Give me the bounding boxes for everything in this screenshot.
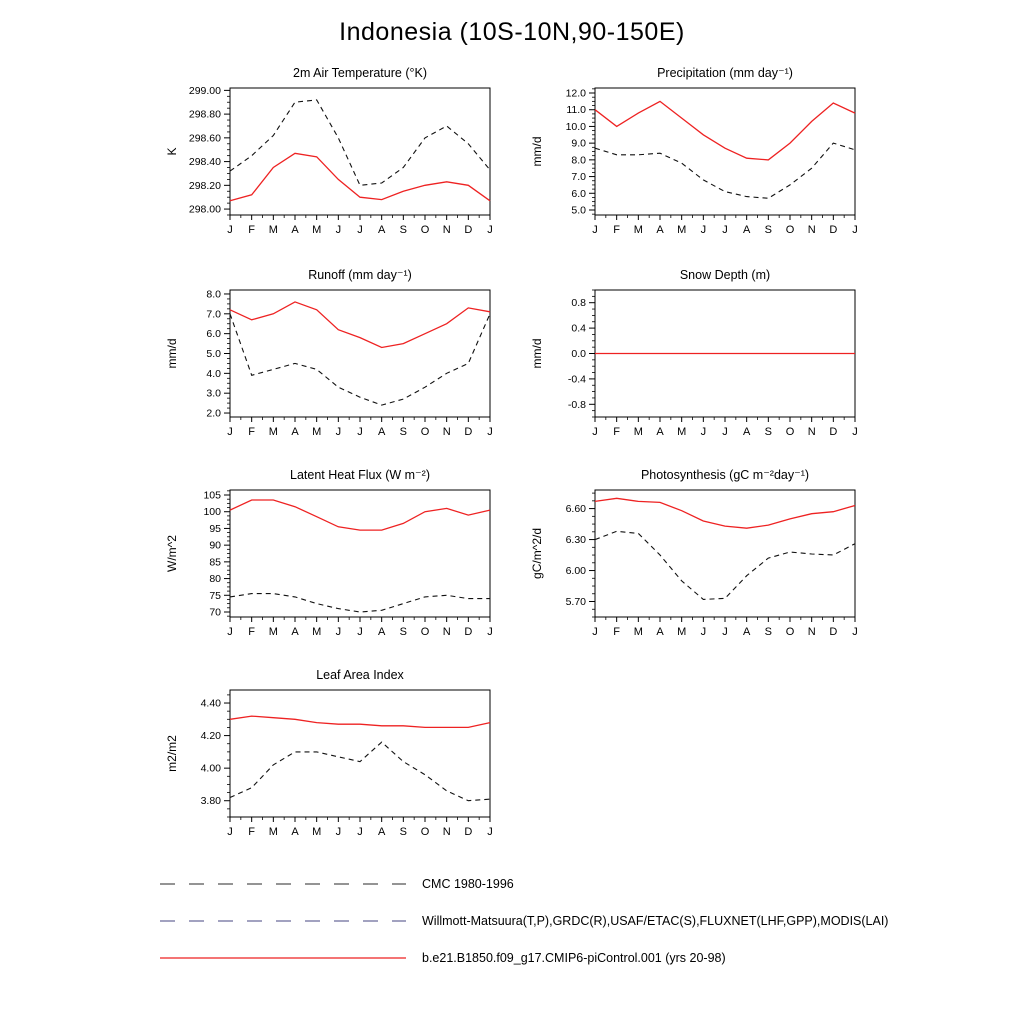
- x-tick-label: O: [785, 626, 795, 638]
- x-tick-label: J: [335, 626, 342, 638]
- x-tick-label: M: [312, 626, 322, 638]
- x-tick-label: J: [487, 224, 493, 236]
- plot-frame: [595, 88, 855, 215]
- x-tick-label: D: [464, 224, 473, 236]
- y-tick-label: 3.80: [200, 795, 221, 808]
- x-tick-label: A: [291, 826, 299, 838]
- series-line-obs: [595, 531, 855, 599]
- x-tick-label: M: [633, 426, 643, 438]
- x-tick-label: M: [268, 224, 278, 236]
- legend: [158, 878, 888, 989]
- chart-title: Precipitation (mm day⁻¹): [657, 66, 793, 80]
- x-tick-label: S: [764, 626, 773, 638]
- x-tick-label: M: [633, 224, 643, 236]
- x-tick-label: F: [613, 626, 621, 638]
- x-tick-label: J: [357, 426, 363, 438]
- legend-item: [158, 952, 888, 964]
- x-tick-label: M: [312, 224, 322, 236]
- y-tick-label: 298.60: [188, 132, 221, 145]
- x-tick-label: J: [357, 826, 363, 838]
- x-tick-label: N: [442, 626, 451, 638]
- x-tick-label: M: [677, 224, 687, 236]
- x-tick-label: J: [335, 224, 342, 236]
- series-line-obs: [230, 742, 490, 801]
- x-tick-label: A: [656, 426, 664, 438]
- y-tick-label: 298.00: [188, 203, 221, 216]
- x-tick-label: N: [807, 626, 816, 638]
- y-tick-label: 6.00: [565, 565, 586, 578]
- y-tick-label: 4.40: [200, 697, 221, 710]
- x-tick-label: F: [613, 426, 621, 438]
- x-tick-label: J: [592, 626, 598, 638]
- x-tick-label: J: [722, 626, 728, 638]
- x-tick-label: M: [312, 826, 322, 838]
- y-tick-label: 299.00: [188, 84, 221, 97]
- x-tick-label: F: [248, 626, 256, 638]
- x-tick-label: N: [442, 224, 451, 236]
- y-axis-label: m2/m2: [165, 735, 179, 772]
- chart-title: Photosynthesis (gC m⁻²day⁻¹): [640, 468, 810, 482]
- chart-title: Snow Depth (m): [679, 268, 771, 282]
- y-axis-label: W/m^2: [165, 535, 179, 572]
- chart-title: Leaf Area Index: [316, 668, 404, 682]
- x-tick-label: A: [291, 426, 299, 438]
- y-axis-label: mm/d: [530, 338, 544, 369]
- x-tick-label: J: [227, 626, 233, 638]
- plot-frame: [230, 490, 490, 617]
- y-axis-label: mm/d: [165, 338, 179, 369]
- plot-frame: [230, 88, 490, 215]
- x-tick-label: O: [420, 826, 430, 838]
- x-tick-label: O: [420, 626, 430, 638]
- x-tick-label: J: [852, 224, 858, 236]
- x-tick-label: D: [829, 224, 838, 236]
- chart-canvas: [525, 265, 867, 449]
- x-tick-label: A: [742, 224, 751, 236]
- chart-canvas: [525, 63, 867, 247]
- y-tick-label: 4.0: [206, 367, 221, 380]
- x-tick-label: J: [487, 626, 493, 638]
- chart-latent-heat-flux: [160, 465, 502, 654]
- x-tick-label: F: [248, 826, 256, 838]
- legend-label: Willmott-Matsuura(T,P),GRDC(R),USAF/ETAC(S),FLUXNET(LHF,GPP),MODIS(LAI): [422, 914, 889, 928]
- x-tick-label: D: [829, 426, 838, 438]
- chart-snow-depth: [525, 265, 867, 454]
- series-line-obs: [595, 143, 855, 198]
- x-tick-label: M: [268, 426, 278, 438]
- x-tick-label: J: [722, 426, 728, 438]
- x-tick-label: J: [335, 826, 342, 838]
- y-axis-label: K: [165, 147, 179, 156]
- y-tick-label: 80: [209, 573, 221, 586]
- y-tick-label: 4.20: [200, 730, 221, 743]
- plot-frame: [595, 490, 855, 617]
- y-tick-label: 4.00: [200, 762, 221, 775]
- legend-item: [158, 915, 888, 927]
- x-tick-label: A: [291, 626, 299, 638]
- x-tick-label: J: [357, 626, 363, 638]
- x-tick-label: A: [377, 426, 386, 438]
- y-tick-label: 6.30: [565, 534, 586, 547]
- series-line-model: [595, 498, 855, 528]
- y-tick-label: 8.0: [206, 288, 221, 301]
- x-tick-label: J: [335, 426, 342, 438]
- x-tick-label: M: [268, 826, 278, 838]
- y-tick-label: 100: [203, 506, 221, 519]
- x-tick-label: M: [677, 426, 687, 438]
- y-tick-label: 0.8: [571, 297, 586, 310]
- x-tick-label: D: [829, 626, 838, 638]
- y-tick-label: 95: [209, 522, 221, 535]
- y-tick-label: 7.0: [571, 171, 586, 184]
- legend-line-sample: [158, 952, 408, 964]
- y-tick-label: 7.0: [206, 308, 221, 321]
- x-tick-label: M: [633, 626, 643, 638]
- y-tick-label: 5.70: [565, 596, 586, 609]
- x-tick-label: J: [227, 426, 233, 438]
- figure-title: Indonesia (10S-10N,90-150E): [339, 18, 685, 46]
- legend-label: b.e21.B1850.f09_g17.CMIP6-piControl.001 (yrs 20-98): [422, 951, 726, 965]
- x-tick-label: J: [592, 224, 598, 236]
- x-tick-label: A: [656, 626, 664, 638]
- y-axis-label: gC/m^2/d: [530, 528, 544, 579]
- x-tick-label: A: [742, 426, 751, 438]
- y-tick-label: 5.0: [571, 204, 586, 217]
- y-tick-label: 298.80: [188, 108, 221, 121]
- x-tick-label: J: [700, 626, 707, 638]
- chart-title: 2m Air Temperature (°K): [293, 66, 427, 80]
- y-tick-label: 105: [203, 489, 221, 502]
- y-tick-label: -0.4: [567, 373, 586, 386]
- y-axis-label: mm/d: [530, 136, 544, 167]
- x-tick-label: J: [227, 826, 233, 838]
- x-tick-label: M: [677, 626, 687, 638]
- y-tick-label: 0.0: [571, 348, 586, 360]
- x-tick-label: D: [464, 426, 473, 438]
- x-tick-label: N: [442, 426, 451, 438]
- x-tick-label: O: [785, 426, 795, 438]
- y-tick-label: 10.0: [565, 120, 586, 133]
- y-tick-label: 5.0: [206, 348, 221, 360]
- x-tick-label: O: [420, 426, 430, 438]
- y-tick-label: 70: [209, 606, 221, 619]
- y-tick-label: 11.0: [566, 104, 586, 117]
- y-tick-label: 90: [209, 539, 221, 552]
- x-tick-label: S: [399, 426, 408, 438]
- y-tick-label: 9.0: [571, 137, 586, 150]
- y-tick-label: 3.0: [206, 387, 221, 400]
- legend-item: [158, 878, 888, 890]
- y-tick-label: 6.0: [571, 187, 586, 200]
- series-line-obs: [230, 594, 490, 612]
- series-line-model: [230, 716, 490, 727]
- x-tick-label: J: [487, 426, 493, 438]
- x-tick-label: F: [248, 224, 256, 236]
- x-tick-label: A: [377, 826, 386, 838]
- x-tick-label: J: [592, 426, 598, 438]
- x-tick-label: N: [442, 826, 451, 838]
- series-line-model: [595, 101, 855, 159]
- y-tick-label: 0.4: [571, 322, 586, 335]
- y-tick-label: 6.0: [206, 328, 221, 341]
- y-tick-label: -0.8: [567, 398, 586, 411]
- chart-canvas: [525, 465, 867, 649]
- series-line-model: [230, 500, 490, 530]
- x-tick-label: S: [399, 826, 408, 838]
- chart-canvas: [160, 63, 502, 247]
- chart-runoff: [160, 265, 502, 454]
- x-tick-label: M: [312, 426, 322, 438]
- x-tick-label: S: [399, 224, 408, 236]
- chart-canvas: [160, 665, 502, 849]
- series-line-model: [230, 153, 490, 201]
- y-tick-label: 75: [209, 589, 221, 602]
- x-tick-label: A: [656, 224, 664, 236]
- series-line-obs: [230, 314, 490, 405]
- y-tick-label: 298.40: [188, 156, 221, 169]
- x-tick-label: O: [420, 224, 430, 236]
- x-tick-label: J: [227, 224, 233, 236]
- chart-title: Latent Heat Flux (W m⁻²): [290, 468, 430, 482]
- y-tick-label: 12.0: [565, 87, 586, 100]
- y-tick-label: 6.60: [565, 503, 586, 516]
- y-tick-label: 298.20: [188, 179, 221, 192]
- x-tick-label: F: [248, 426, 256, 438]
- x-tick-label: O: [785, 224, 795, 236]
- x-tick-label: N: [807, 224, 816, 236]
- chart-leaf-area-index: [160, 665, 502, 854]
- chart-photosynthesis: [525, 465, 867, 654]
- x-tick-label: F: [613, 224, 621, 236]
- chart-title: Runoff (mm day⁻¹): [308, 268, 412, 282]
- x-tick-label: A: [291, 224, 299, 236]
- plot-frame: [230, 690, 490, 817]
- series-line-model: [230, 302, 490, 348]
- y-tick-label: 8.0: [571, 154, 586, 167]
- x-tick-label: S: [764, 224, 773, 236]
- x-tick-label: A: [742, 626, 751, 638]
- y-tick-label: 2.0: [206, 407, 221, 420]
- x-tick-label: S: [399, 626, 408, 638]
- x-tick-label: J: [700, 224, 707, 236]
- chart-canvas: [160, 465, 502, 649]
- chart-canvas: [160, 265, 502, 449]
- x-tick-label: D: [464, 826, 473, 838]
- legend-line-sample: [158, 915, 408, 927]
- x-tick-label: J: [700, 426, 707, 438]
- x-tick-label: M: [268, 626, 278, 638]
- x-tick-label: N: [807, 426, 816, 438]
- chart-2m-air-temperature: [160, 63, 502, 252]
- x-tick-label: J: [852, 626, 858, 638]
- x-tick-label: J: [852, 426, 858, 438]
- x-tick-label: J: [357, 224, 363, 236]
- x-tick-label: J: [722, 224, 728, 236]
- plot-frame: [230, 290, 490, 417]
- x-tick-label: J: [487, 826, 493, 838]
- x-tick-label: D: [464, 626, 473, 638]
- chart-precipitation: [525, 63, 867, 252]
- x-tick-label: A: [377, 224, 386, 236]
- legend-line-sample: [158, 878, 408, 890]
- x-tick-label: A: [377, 626, 386, 638]
- legend-label: CMC 1980-1996: [422, 877, 514, 891]
- x-tick-label: S: [764, 426, 773, 438]
- y-tick-label: 85: [209, 556, 221, 569]
